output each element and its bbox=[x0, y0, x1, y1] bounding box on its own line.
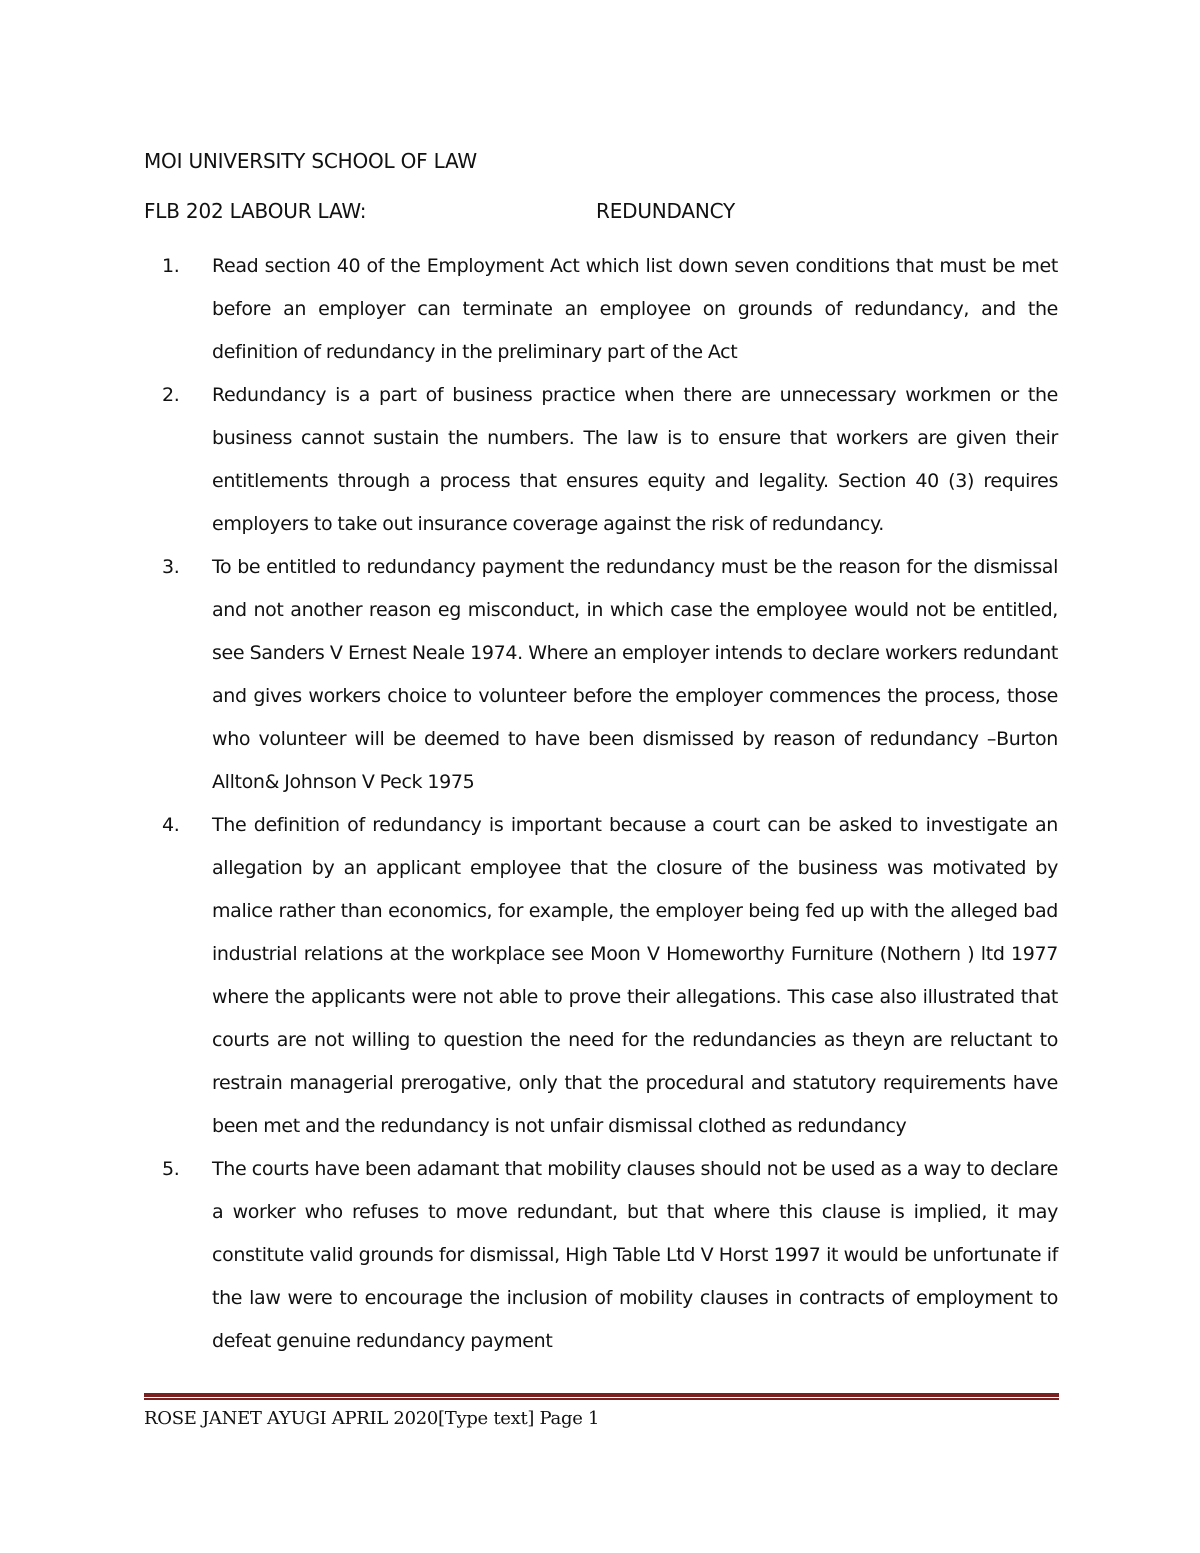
footer-divider bbox=[144, 1393, 1059, 1400]
list-item-number: 1. bbox=[162, 255, 180, 277]
list-item bbox=[144, 804, 1058, 1148]
list-item-number: 4. bbox=[162, 814, 180, 836]
document-title: MOI UNIVERSITY SCHOOL OF LAW bbox=[144, 149, 478, 173]
numbered-list bbox=[144, 245, 1058, 1363]
list-item-number: 5. bbox=[162, 1158, 180, 1180]
list-item bbox=[144, 546, 1058, 804]
page-footer: ROSE JANET AYUGI APRIL 2020[Type text] Page 1 bbox=[144, 1408, 600, 1429]
list-item-number: 2. bbox=[162, 384, 180, 406]
list-item bbox=[144, 1148, 1058, 1363]
list-item-text: Redundancy is a part of business practice when there are unnecessary workmen or the business cannot sustain the numbers. The law is to ensure that workers are given their entitlements through a process that ensures equity and legality. Section 40 (3) requires employers to take out insurance coverage against the risk of redundancy. bbox=[212, 384, 1058, 535]
list-item-text: Read section 40 of the Employment Act which list down seven conditions that must be met before an employer can terminate an employee on grounds of redundancy, and the definition of redundancy in the preliminary part of the Act bbox=[212, 255, 1058, 363]
list-item-number: 3. bbox=[162, 556, 180, 578]
course-topic: REDUNDANCY bbox=[596, 199, 736, 223]
course-code: FLB 202 LABOUR LAW: bbox=[144, 199, 367, 223]
list-item-text: To be entitled to redundancy payment the redundancy must be the reason for the dismissal and not another reason eg misconduct, in which case the employee would not be entitled, see Sanders V Ernest Neale 1974. Where an employer intends to declare workers redundant and gives workers choice to volunteer before the employer commences the process, those who volunteer will be deemed to have been dismissed by reason of redundancy –Burton Allton& Johnson V Peck 1975 bbox=[212, 556, 1058, 793]
list-item bbox=[144, 374, 1058, 546]
footer-divider-thick bbox=[144, 1393, 1059, 1397]
list-item bbox=[144, 245, 1058, 374]
footer-divider-thin bbox=[144, 1398, 1059, 1400]
list-item-text: The definition of redundancy is important because a court can be asked to investigate an allegation by an applicant employee that the closure of the business was motivated by malice rather than economics, for example, the employer being fed up with the alleged bad industrial relations at the workplace see Moon V Homeworthy Furniture (Nothern ) ltd 1977 where the applicants were not able to prove their allegations. This case also illustrated that courts are not willing to question the need for the redundancies as theyn are reluctant to restrain managerial prerogative, only that the procedural and statutory requirements have been met and the redundancy is not unfair dismissal clothed as redundancy bbox=[212, 814, 1058, 1137]
list-item-text: The courts have been adamant that mobility clauses should not be used as a way to declare a worker who refuses to move redundant, but that where this clause is implied, it may constitute valid grounds for dismissal, High Table Ltd V Horst 1997 it would be unfortunate if the law were to encourage the inclusion of mobility clauses in contracts of employment to defeat genuine redundancy payment bbox=[212, 1158, 1058, 1352]
